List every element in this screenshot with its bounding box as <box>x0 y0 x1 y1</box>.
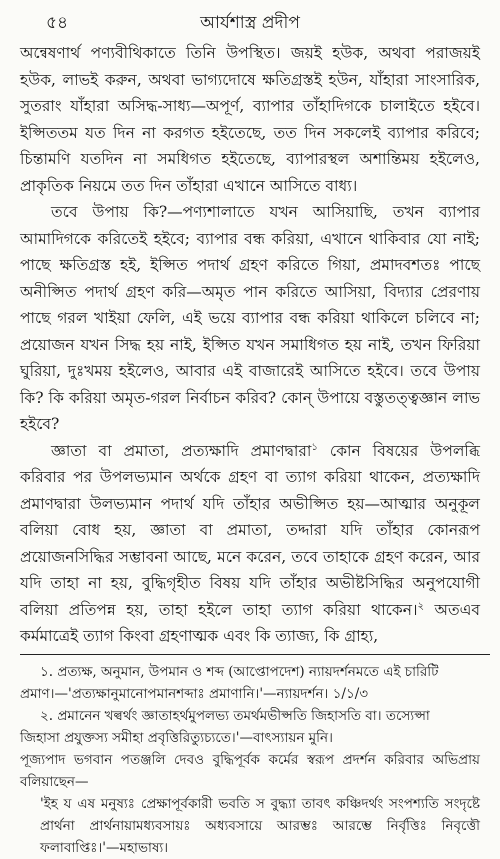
footnote-2-continuation: পূজ্যপাদ ভগবান পতঞ্জলি দেবও বুদ্ধিপূর্বক কর্মের স্বরূপ প্রদর্শন করিবার অভিপ্রায় বলিয়াছেন— <box>20 751 480 790</box>
paragraph-3-part-3: অতএব কর্মমাত্রেই ত্যাগ কিংবা গ্রহণাত্মক এবং কি ত্যাজ্য, কি গ্রাহ্য, <box>20 600 480 645</box>
footnote-divider <box>20 654 490 655</box>
paragraph-3 <box>20 438 480 650</box>
footnote-2-line-1: ২. প্রমানেন খল্বর্থং জ্ঞাতাহর্থমুপলভ্য তমর্থমভীপ্সতি জিহাসতি বা। তস্যেপ্সা <box>40 707 430 724</box>
footnotes <box>20 661 480 859</box>
footnote-marker-2: ২ <box>417 600 425 612</box>
paragraph-3-part-1: জ্ঞাতা বা প্রমাতা, প্রত্যক্ষাদি প্রমাণদ্বারা <box>51 441 312 460</box>
paragraph-1: অন্বেষণার্থ পণ্যবীথিকাতে তিনি উপস্থিত। জয়ই হউক, অথবা পরাজয়ই হউক, লাভই করুন, অথবা ভাগ্যদোষে ক্ষতিগ্রস্তই হউন, যাঁহারা সাংসারিক, সুতরাং যাঁহারা অসিদ্ধ-সাধ্য—অপূর্ণ, ব্যাপার তাঁহাদিগকে চালাইতে হইবে। ইপ্সিততম যত দিন না করগত হইতেছে, তত দিন সকলেই ব্যাপার করিবে; চিন্তামণি যতদিন না সমধিগত হইতেছে, ব্যাপারস্থল অশান্তিময় হইলেও, প্রাকৃতিক নিয়মে তত দিন তাঁহারা এখানে আসিতে বাধ্য। <box>20 44 480 195</box>
footnote-marker-1: ১ <box>311 441 318 453</box>
page-header <box>20 4 480 34</box>
page-number: ৫৪ <box>46 13 69 33</box>
main-text <box>20 40 480 650</box>
footnote-1-line-1: ১. প্রত্যক্ষ, অনুমান, উপমান ও শব্দ (আপ্তোপদেশ) ন্যায়দর্শনমতে এই চারিটি <box>40 663 439 680</box>
paragraph-2: তবে উপায় কি?—পণ্যশালাতে যখন আসিয়াছি, তখন ব্যাপার আমাদিগকে করিতেই হইবে; ব্যাপার বন্ধ করিয়া, এখানে থাকিবার যো নাই; পাছে ক্ষতিগ্রস্ত হই, ইপ্সিত পদার্থ গ্রহণ করিতে গিয়া, প্রমাদবশতঃ পাছে অনীপ্সিত পদার্থ গ্রহণ করি—অমৃত পান করিতে আসিয়া, বিদ্যার প্রেরণায় পাছে গরল খাইয়া ফেলি, এই ভয়ে ব্যাপার বন্ধ করিয়া থাকিলে চলিবে না; প্রয়োজন যখন সিদ্ধ হয় নাই, ইপ্সিত যখন সমাধিগত হয় নাই, তখন ফিরিয়া ঘুরিয়া, দুঃখময় হইলেও, আবার এই বাজারেই আসিতে হইবে। তবে উপায় কি? কি করিয়া অমৃত-গরল নির্বাচন করিব? কোন্ উপায়ে বস্তুতত্ত্বজ্ঞান লাভ হইবে? <box>20 203 480 433</box>
paragraph-3-part-2: কোন বিষয়ের উপলব্ধি করিবার পর উপলভ্যমান অর্থকে গ্রহণ বা ত্যাগ করিয়া থাকেন, প্রত্যক্ষাদি প্রমাণদ্বারা উলভ্যমান পদার্থ যদি তাঁহার অভীপ্সিত হয়—আত্মার অনুকূল বলিয়া বোধ হয়, জ্ঞাতা বা প্রমাতা, তদ্দারা যদি তাঁহার কোনরূপ প্রয়োজনসিদ্ধির সম্ভাবনা আছে, মনে করেন, তবে তাহাকে গ্রহণ করেন, আর যদি তাহা না হয়, বুদ্ধিগৃহীত বিষয় যদি তাঁহার অভীষ্টসিদ্ধির অনুপযোগী বলিয়া প্রতিপন্ন হয়, তাহা হইলে তাহা ত্যাগ করিয়া থাকেন। <box>20 441 480 619</box>
footnote-quote-mahabhashya: 'ইহ য এষ মনুষ্যঃ প্রেক্ষাপূর্বকারী ভবতি স বুদ্ধ্যা তাবৎ কঞ্চিদর্থং সংপশ্যতি সংদৃষ্টে প্রার্থনা প্রার্থনায়ামধ্যবসায়ঃ অধ্যবসায়ে আরম্ভঃ আরম্ভে নির্বৃত্তিঃ নিবৃত্তৌ ফলাবাপ্তিঃ।'—মহাভাষ্য। <box>40 795 480 856</box>
footnote-1-line-2: প্রমাণ।—'প্রত্যক্ষানুমানোপমানশব্দাঃ প্রমাণানি।'—ন্যায়দর্শন। ১/১/৩ <box>20 685 369 702</box>
running-title: আর্যশাস্ত্র প্রদীপ <box>200 13 300 33</box>
footnote-2-line-2: জিহাসা প্রযুক্তস্য সমীহা প্রবৃত্তিরিত্যুচ্যতে।'—বাৎস্যায়ন মুনি। <box>20 729 333 746</box>
